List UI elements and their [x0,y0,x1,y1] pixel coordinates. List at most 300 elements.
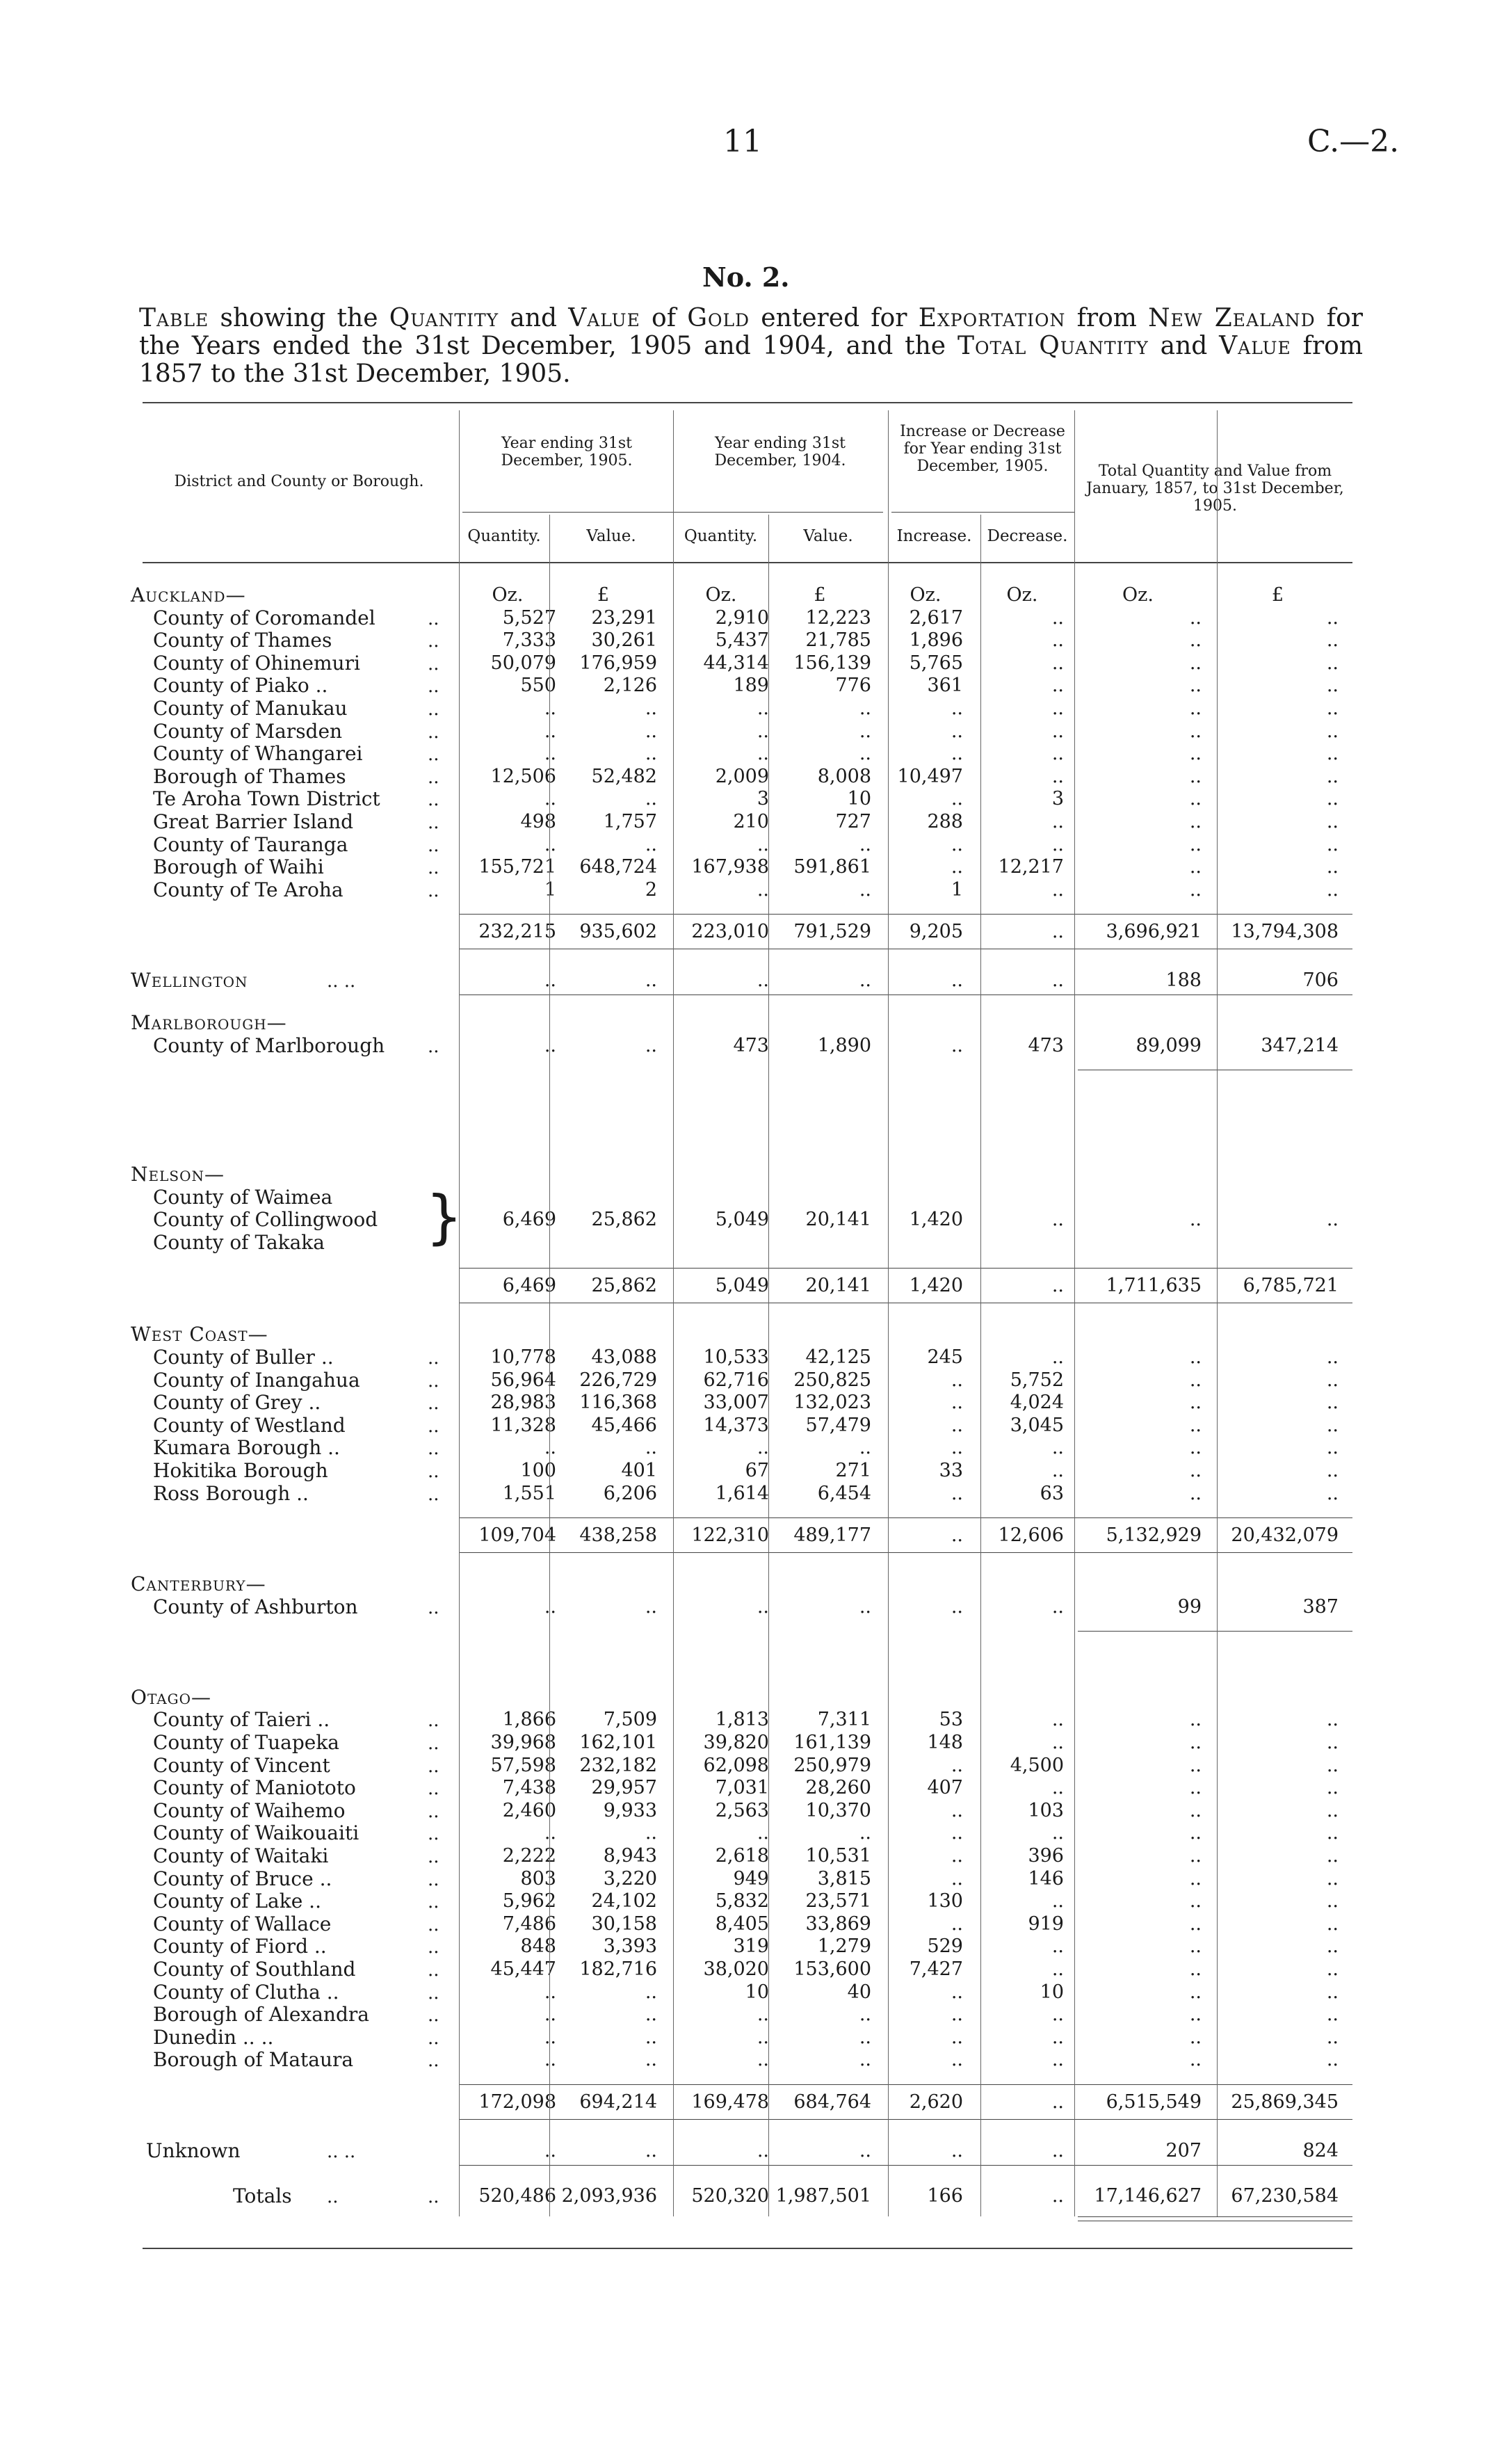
row-label: County of Coromandel [153,606,375,629]
caption-run: Table [139,304,209,332]
unit-label: Oz. [910,584,942,606]
table-cell: .. [1189,1414,1202,1436]
table-cell: 7,509 [603,1709,657,1731]
table-cell: 7,438 [502,1777,556,1799]
table-cell: 130 [927,1890,963,1913]
table-cell: .. [1326,1482,1339,1504]
table-cell: 10,531 [805,1845,871,1867]
unit-label: Oz. [1006,584,1038,606]
row-label: Kumara Borough .. [153,1436,340,1460]
table-cell: 10 [1040,1981,1064,2003]
table-cell: .. [1326,675,1339,697]
subtotal-rule [459,2165,1352,2166]
leader-dots: .. [428,1937,439,1958]
table-cell: .. [1051,720,1064,742]
table-cell: .. [859,833,871,855]
table-cell: .. [645,743,657,765]
leader-dots: .. [428,2027,439,2049]
table-cell: 25,862 [591,1275,657,1297]
table-cell: .. [1326,833,1339,855]
table-cell: 489,177 [793,1524,871,1547]
table-cell: 550 [520,675,556,697]
table-cell: 12,223 [805,606,871,629]
subheader-6: Decrease. [987,527,1068,545]
row-label: County of Westland [153,1413,346,1437]
table-cell: 7,486 [502,1913,556,1935]
table-cell: .. [1051,1709,1064,1731]
caption-run: Exportation [918,304,1066,332]
row-label: County of Waikouaiti [153,1821,359,1845]
table-cell: .. [645,833,657,855]
table-cell: 63 [1040,1482,1064,1504]
leader-dots: .. [428,1960,439,1981]
row-label: County of Lake .. [153,1890,321,1913]
page-number: 11 [723,124,762,159]
table-cell: 189 [733,675,769,697]
table-cell: 1,614 [715,1482,769,1504]
table-cell: 167,938 [691,856,769,878]
table-cell: 1 [544,878,556,901]
table-cell: .. [1189,1346,1202,1368]
table-cell: 407 [927,1777,963,1799]
table-cell: 824 [1302,2140,1339,2161]
column-divider [888,410,889,2216]
table-cell: 42,125 [805,1346,871,1368]
header-increase-decrease: Increase or Decrease for Year ending 31st December, 1905. [900,423,1065,475]
table-cell: .. [1051,969,1064,992]
caption-run: Value [568,304,640,332]
table-cell: 10,533 [703,1346,769,1368]
table-cell: 10 [847,788,871,810]
table-cell: .. [1326,1460,1339,1481]
row-label: County of Wallace [153,1912,332,1935]
row-label: County of Inangahua [153,1368,360,1392]
table-cell: 6,469 [502,1209,556,1231]
table-cell: .. [544,833,556,855]
table-cell: 30,158 [591,1913,657,1935]
table-cell: .. [1326,1890,1339,1913]
table-cell: .. [1189,2004,1202,2026]
table-cell: .. [1189,1460,1202,1481]
leader-dots: .. .. [327,2141,356,2162]
row-label: Ross Borough .. [153,1481,309,1505]
table-cell: .. [1051,1890,1064,1913]
table-cell: 6,785,721 [1243,1275,1339,1297]
leader-dots: .. [428,1846,439,1867]
table-cell: 5,437 [715,629,769,652]
row-label: Borough of Waihi [153,855,324,879]
table-cell: .. [1189,1754,1202,1776]
subtotal-rule [459,1517,1352,1518]
table-top-rule [143,402,1352,403]
table-cell: .. [1189,698,1202,719]
table-cell: .. [1051,2004,1064,2026]
unit-label: Oz. [705,584,737,606]
row-label: Great Barrier Island [153,810,354,833]
table-cell: 29,957 [591,1777,657,1799]
table-cell: .. [1326,1709,1339,1731]
table-cell: .. [951,2049,963,2071]
table-cell: 520,486 [478,2185,556,2207]
grouping-brace: } [426,1182,463,1251]
caption-run: of [640,304,688,332]
leader-dots: .. [327,2187,339,2207]
table-cell: 20,141 [805,1275,871,1297]
table-cell: 176,959 [579,652,657,674]
table-cell: 2,563 [715,1799,769,1821]
table-cell: .. [1189,1845,1202,1867]
section-heading: Nelson— [131,1163,225,1186]
table-cell: .. [544,969,556,992]
table-cell: .. [757,878,769,901]
section-heading: Unknown [146,2139,241,2162]
table-cell: .. [859,2004,871,2026]
table-cell: 8,405 [715,1913,769,1935]
table-cell: 100 [520,1460,556,1481]
table-cell: 6,469 [502,1275,556,1297]
table-cell: .. [1326,720,1339,742]
table-cell: 1,866 [502,1709,556,1731]
leader-dots: .. [428,2187,439,2207]
table-cell: 3 [757,788,769,810]
row-label: County of Piako .. [153,674,328,698]
row-label: County of Takaka [153,1230,325,1254]
table-cell: .. [1189,1482,1202,1504]
table-cell: 10,497 [897,765,963,787]
subheader-1: Quantity. [467,527,541,545]
table-cell: .. [951,833,963,855]
table-cell: 250,825 [793,1369,871,1391]
table-cell: 57,479 [805,1414,871,1436]
table-cell: .. [645,2004,657,2026]
table-cell: .. [859,1437,871,1459]
table-cell: 2,222 [502,1845,556,1867]
table-cell: .. [859,2140,871,2161]
table-cell: .. [645,698,657,719]
table-cell: 4,500 [1010,1754,1064,1776]
table-cell: .. [1189,765,1202,787]
table-cell: .. [544,788,556,810]
column-divider [980,515,981,2216]
leader-dots: .. [428,1597,439,1618]
table-cell: .. [645,2140,657,2161]
table-cell: 99 [1177,1595,1202,1618]
final-double-rule [1078,2216,1352,2217]
table-cell: .. [951,720,963,742]
table-cell: 20,141 [805,1209,871,1231]
table-cell: 25,869,345 [1231,2091,1339,2113]
table-cell: 89,099 [1136,1035,1202,1056]
table-cell: .. [757,1822,769,1844]
table-cell: 3,045 [1010,1414,1064,1436]
table-cell: 727 [835,811,871,832]
table-cell: 648,724 [579,856,657,878]
section-heading: West Coast— [131,1323,268,1346]
table-cell: 232,215 [478,921,556,943]
table-cell: .. [951,1595,963,1618]
table-cell: .. [1326,1732,1339,1753]
table-cell: .. [1326,1754,1339,1776]
table-cell: .. [1051,675,1064,697]
table-cell: .. [544,1437,556,1459]
table-cell: .. [859,878,871,901]
table-cell: .. [1051,1732,1064,1753]
table-cell: 5,527 [502,606,556,629]
table-cell: .. [1051,1822,1064,1844]
table-cell: 33,869 [805,1913,871,1935]
caption-run: Value [1219,332,1291,360]
table-cell: 162,101 [579,1732,657,1753]
table-cell: 401 [621,1460,657,1481]
column-divider [768,515,769,2216]
table-cell: 473 [733,1035,769,1056]
table-cell: 62,716 [703,1369,769,1391]
table-cell: 2 [645,878,657,901]
table-cell: .. [1189,1935,1202,1958]
table-cell: 10,370 [805,1799,871,1821]
row-label: County of Whangarei [153,742,363,766]
table-cell: 1,420 [909,1209,963,1231]
table-cell: .. [1326,1822,1339,1844]
caption-run: and [499,304,569,332]
table-cell: 5,049 [715,1275,769,1297]
leader-dots: .. [428,789,439,811]
table-cell: .. [1051,629,1064,652]
table-cell: 803 [520,1867,556,1890]
table-cell: 520,320 [691,2185,769,2207]
table-bottom-rule [143,2248,1352,2249]
table-cell: .. [1051,1437,1064,1459]
table-cell: .. [1326,743,1339,765]
table-cell: 23,291 [591,606,657,629]
subheader-5: Increase. [896,527,972,545]
table-cell: 935,602 [579,921,657,943]
table-cell: 271 [835,1460,871,1481]
caption-run: showing the [209,304,389,332]
table-cell: .. [1189,1981,1202,2003]
table-cell: .. [1189,1913,1202,1935]
table-cell: 12,506 [490,765,556,787]
table-cell: .. [1189,1392,1202,1414]
table-cell: .. [757,2004,769,2026]
table-cell: .. [1051,1935,1064,1958]
row-label: County of Tauranga [153,832,348,856]
table-cell: 776 [835,675,871,697]
subheader-3: Quantity. [684,527,758,545]
column-divider [1217,410,1218,2216]
table-cell: 28,260 [805,1777,871,1799]
table-cell: 132,023 [793,1392,871,1414]
table-cell: 684,764 [793,2091,871,2113]
table-cell: 2,460 [502,1799,556,1821]
table-cell: 169,478 [691,2091,769,2113]
table-cell: 33,007 [703,1392,769,1414]
table-cell: 5,765 [909,652,963,674]
unit-label: £ [814,584,826,606]
table-cell: 44,314 [703,652,769,674]
leader-dots: .. [428,676,439,698]
table-cell: 182,716 [579,1958,657,1980]
subtotal-rule [459,2119,1352,2120]
table-cell: 11,328 [490,1414,556,1436]
table-cell: 56,964 [490,1369,556,1391]
table-number: No. 2. [702,261,790,293]
table-cell: 1,279 [817,1935,871,1958]
table-cell: .. [1326,1346,1339,1368]
table-cell: .. [1326,788,1339,810]
table-cell: .. [951,1981,963,2003]
table-cell: .. [1051,2091,1064,2113]
row-label: County of Vincent [153,1753,330,1777]
table-cell: .. [951,856,963,878]
caption-run: Gold [687,304,750,332]
table-cell: .. [544,2140,556,2161]
row-label: County of Taieri .. [153,1708,330,1732]
table-cell: 3,696,921 [1106,921,1202,943]
table-cell: .. [645,1437,657,1459]
leader-dots: .. [428,1982,439,2004]
table-cell: 1,987,501 [775,2185,871,2207]
table-cell: .. [645,1035,657,1056]
caption-run: New Zealand [1148,304,1316,332]
table-cell: .. [951,969,963,992]
table-cell: .. [1051,811,1064,832]
table-cell: .. [1051,606,1064,629]
table-cell: 2,910 [715,606,769,629]
column-divider [673,410,674,2216]
table-cell: .. [1051,833,1064,855]
caption-run: from [1065,304,1149,332]
table-cell: 361 [927,675,963,697]
leader-dots: .. [428,699,439,720]
table-cell: .. [1051,1346,1064,1368]
table-cell: 8,008 [817,765,871,787]
table-cell: .. [1326,1981,1339,2003]
leader-dots: .. [428,1823,439,1845]
table-cell: .. [1051,2185,1064,2207]
table-cell: .. [1051,1777,1064,1799]
table-cell: .. [951,1799,963,1821]
table-cell: .. [645,788,657,810]
leader-dots: .. [428,1755,439,1777]
table-cell: 347,214 [1261,1035,1339,1056]
table-cell: .. [859,969,871,992]
table-cell: 153,600 [793,1958,871,1980]
table-cell: .. [1051,698,1064,719]
table-cell: 6,515,549 [1106,2091,1202,2113]
table-cell: 50,079 [490,652,556,674]
row-label: Dunedin .. .. [153,2025,274,2049]
table-cell: .. [757,1595,769,1618]
table-cell: .. [1189,856,1202,878]
table-cell: .. [757,2140,769,2161]
table-cell: 2,093,936 [561,2185,657,2207]
table-cell: 7,031 [715,1777,769,1799]
subtotal-rule [459,1552,1352,1553]
table-cell: .. [1189,743,1202,765]
table-cell: 39,820 [703,1732,769,1753]
unit-label: Oz. [492,584,524,606]
table-cell: 529 [927,1935,963,1958]
section-heading: Auckland— [131,583,246,606]
unit-label: Oz. [1122,584,1154,606]
caption-run: and [1148,332,1220,360]
table-cell: 226,729 [579,1369,657,1391]
table-cell: .. [1051,2026,1064,2048]
table-cell: 473 [1028,1035,1064,1056]
table-cell: .. [544,1981,556,2003]
table-cell: 33 [939,1460,963,1481]
table-cell: .. [544,2004,556,2026]
table-cell: 7,427 [909,1958,963,1980]
leader-dots: .. [428,1733,439,1754]
table-cell: .. [951,2026,963,2048]
table-cell: 45,466 [591,1414,657,1436]
caption-run: Total Quantity [957,332,1149,360]
subheader-4: Value. [803,527,853,545]
table-cell: 14,373 [703,1414,769,1436]
table-cell: .. [1051,2049,1064,2071]
table-cell: .. [1326,629,1339,652]
table-cell: 1,711,635 [1106,1275,1202,1297]
table-cell: .. [1326,2026,1339,2048]
row-label: County of Waimea [153,1185,333,1209]
row-label: Borough of Alexandra [153,2003,369,2027]
table-cell: 2,617 [909,606,963,629]
table-cell: 24,102 [591,1890,657,1913]
row-label: County of Buller .. [153,1346,334,1369]
table-cell: .. [1189,652,1202,674]
row-label: County of Southland [153,1958,356,1981]
table-cell: 109,704 [478,1524,556,1547]
table-cell: .. [1051,1275,1064,1297]
table-cell: .. [951,1437,963,1459]
table-cell: 6,206 [603,1482,657,1504]
table-cell: .. [645,2026,657,2048]
row-label: County of Marsden [153,719,343,743]
table-cell: .. [859,2026,871,2048]
table-cell: .. [1189,788,1202,810]
row-label: County of Grey .. [153,1391,321,1415]
table-cell: .. [757,969,769,992]
table-cell: .. [1326,1845,1339,1867]
table-cell: .. [951,788,963,810]
leader-dots: .. [428,721,439,743]
table-cell: .. [859,1595,871,1618]
table-cell: 3,220 [603,1867,657,1890]
subtotal-rule [459,1268,1352,1269]
subheader-2: Value. [586,527,636,545]
table-cell: .. [1189,1822,1202,1844]
table-cell: 13,794,308 [1231,921,1339,943]
row-label: County of Fiord .. [153,1935,327,1958]
table-cell: .. [1326,606,1339,629]
table-cell: 146 [1028,1867,1064,1890]
leader-dots: .. [428,2050,439,2072]
leader-dots: .. [428,1914,439,1935]
table-cell: 21,785 [805,629,871,652]
header-year-1904: Year ending 31st December, 1904. [714,435,846,469]
table-cell: 223,010 [691,921,769,943]
leader-dots: .. [428,1461,439,1482]
table-cell: .. [1189,2026,1202,2048]
table-cell: .. [1189,1437,1202,1459]
table-cell: 7,311 [817,1709,871,1731]
table-caption [139,305,1363,388]
leader-dots: .. [428,1393,439,1415]
table-cell: 116,368 [579,1392,657,1414]
table-cell: .. [757,833,769,855]
